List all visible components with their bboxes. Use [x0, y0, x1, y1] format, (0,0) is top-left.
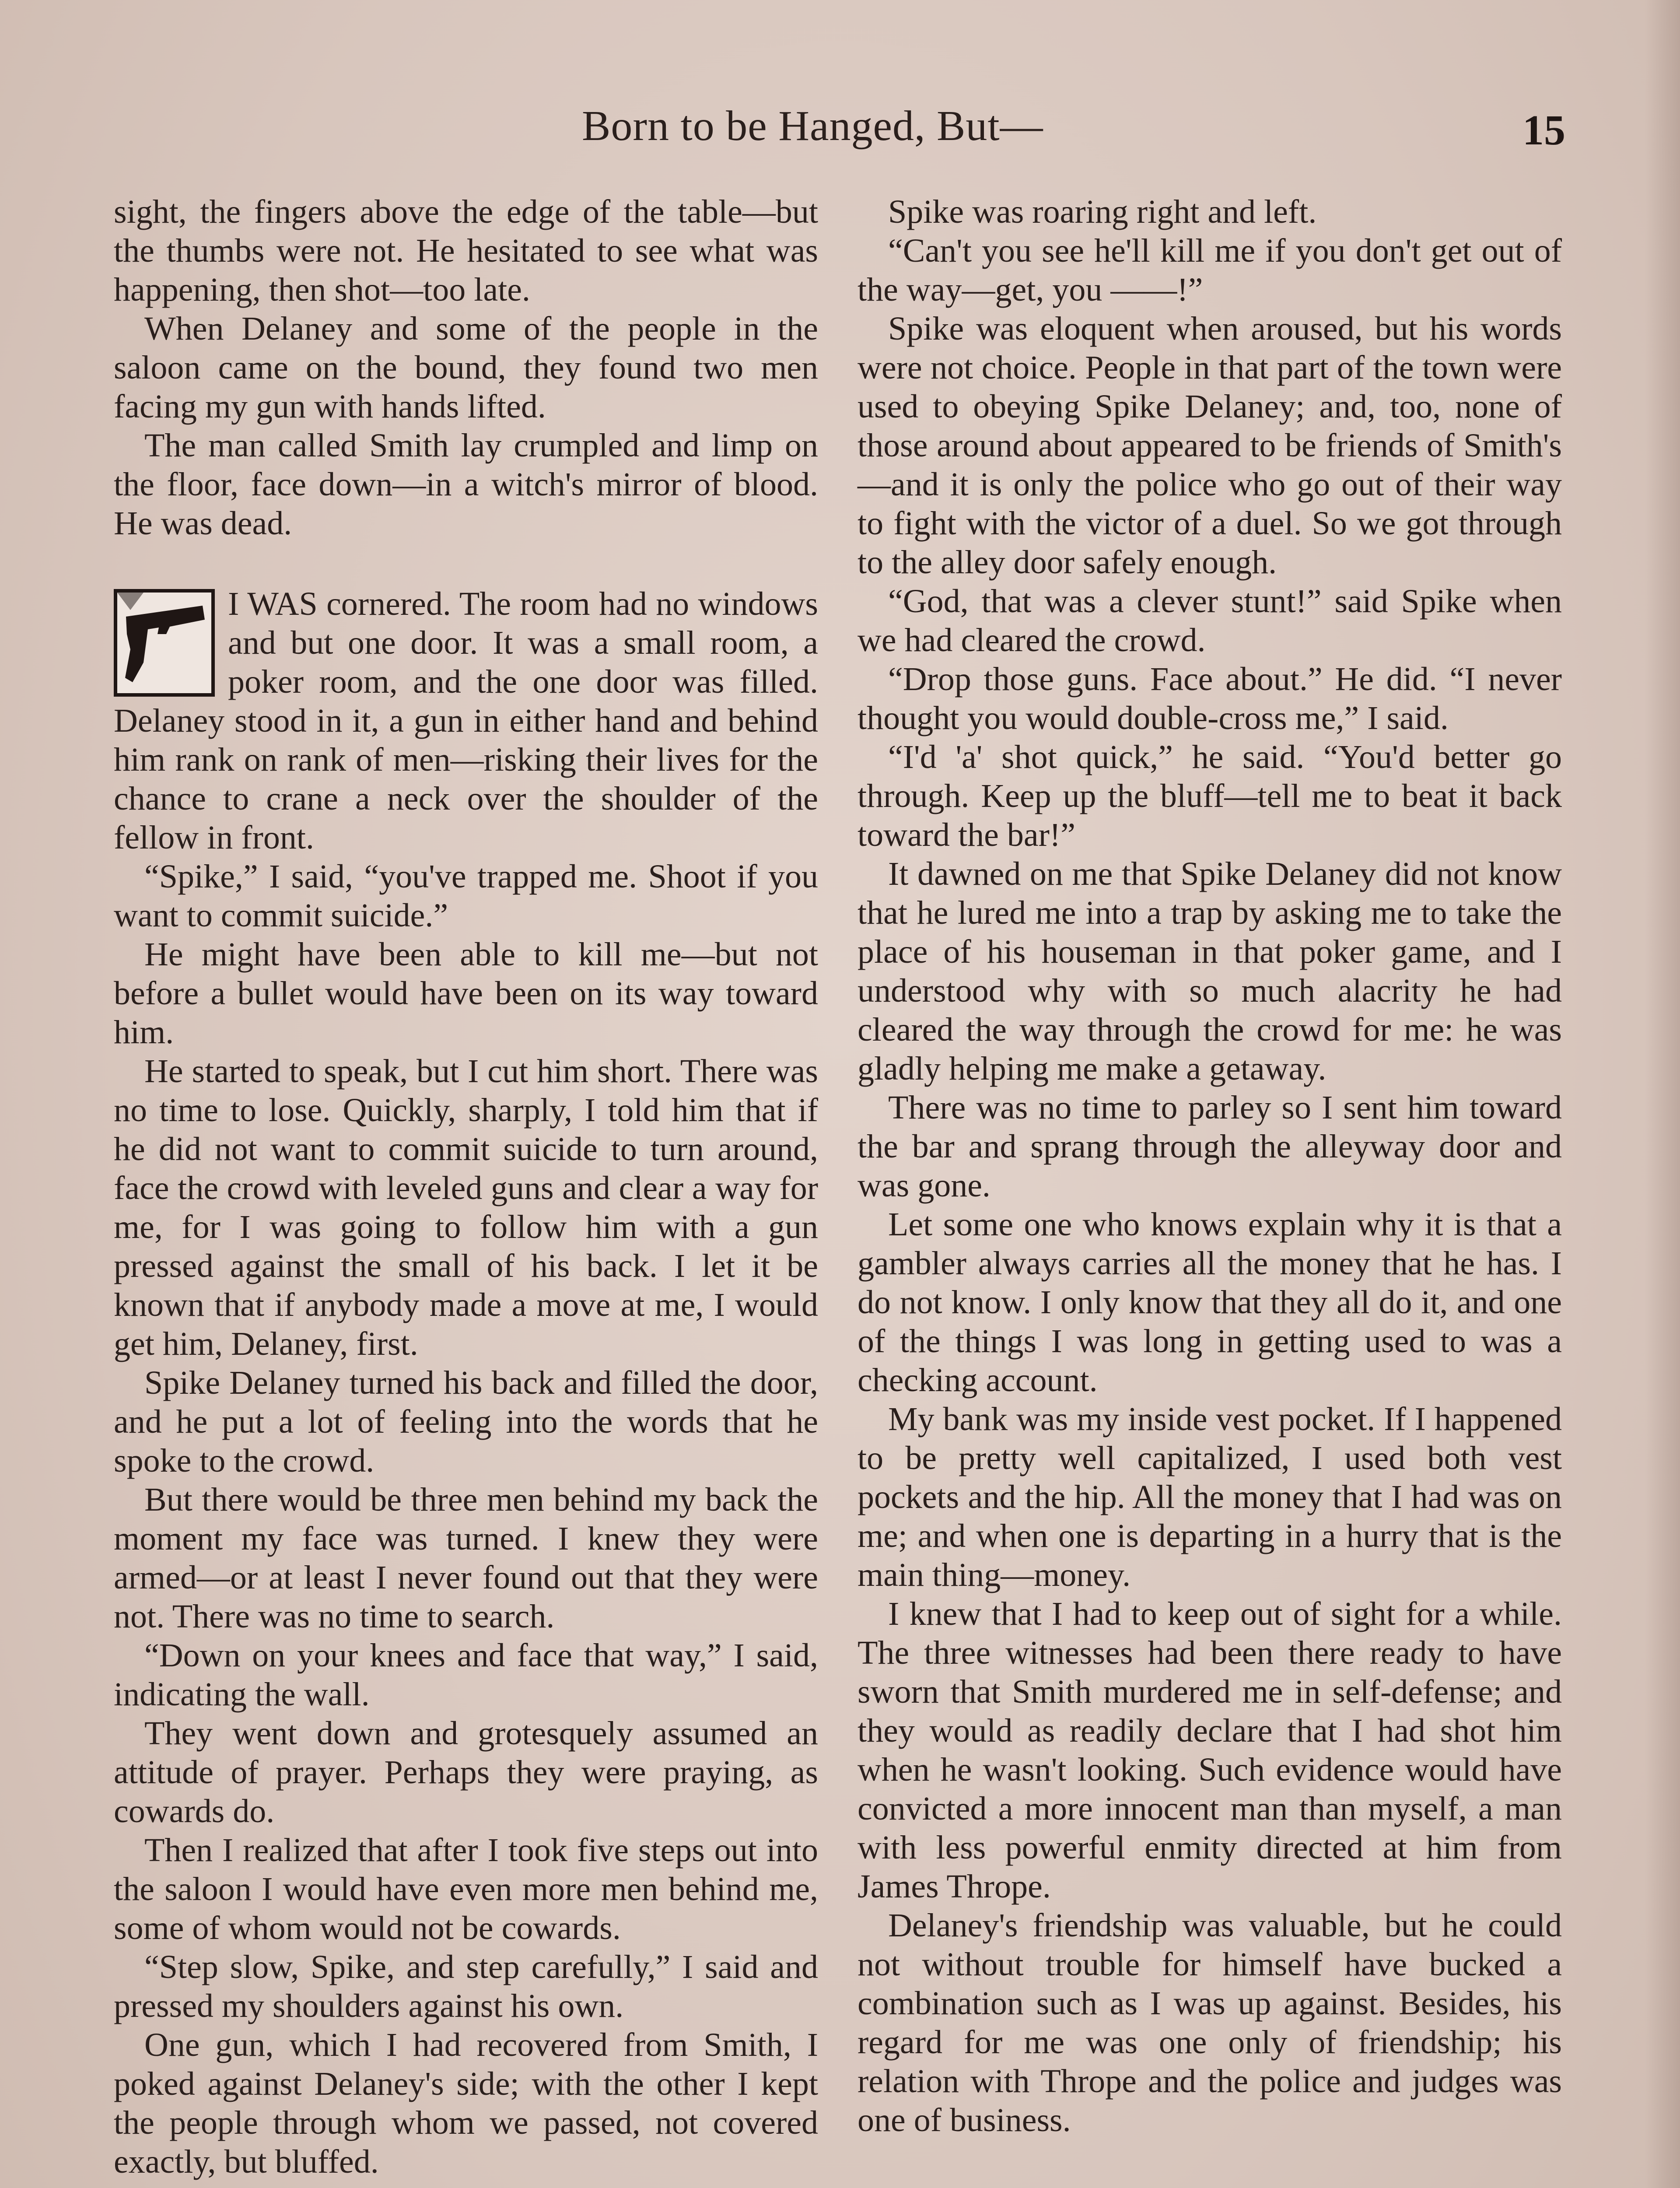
paragraph: It dawned on me that Spike Delaney did not know that he lured me into a trap by asking me to take the place of his houseman in that poker game, and I understood why with so much alacrity he had cleared the way through the crowd for me: he was gladly helping me make a getaway. — [858, 856, 1562, 1087]
page-number: 15 — [1522, 107, 1565, 154]
paragraph: When Delaney and some of the people in the saloon came on the bound, they found two men facing my gun with hands lifted. — [114, 310, 818, 425]
paragraph: He started to speak, but I cut him short. There was no time to lose. Quickly, sharply, I told him that if he did not want to commit suicide to turn around, face the crowd with leveled guns and clear a way for me, for I was going to follow him with a gun pressed against the small of his back. I let it be known that if anybody made a move at me, I would get him, Delaney, first. — [114, 1053, 818, 1362]
binding-shadow — [1645, 0, 1680, 2188]
paragraph: Spike was eloquent when aroused, but his words were not choice. People in that part of the town were used to obeying Spike Delaney; and, too, none of those around about appeared to be friends of Smith's—and it is only the police who go out of their way to fight with the victor of a duel. So we got through to the alley door safely enough. — [858, 310, 1562, 581]
paragraph: “God, that was a clever stunt!” said Spike when we had cleared the crowd. — [858, 583, 1562, 659]
paragraph: “I'd 'a' shot quick,” he said. “You'd better go through. Keep up the bluff—tell me to beat it back toward the bar!” — [858, 739, 1562, 853]
paragraph: “Step slow, Spike, and step carefully,” I said and pressed my shoulders against his own. — [114, 1949, 818, 2024]
paragraph: “Can't you see he'll kill me if you don't get out of the way—get, you ——!” — [858, 232, 1562, 308]
section-break — [114, 543, 818, 585]
revolver-icon — [114, 589, 215, 697]
paragraph-dropcap: I WAS cornered. The room had no windows and but one door. It was a small room, a poker room, and the one door was filled. Delaney stood in it, a gun in either hand and behind him rank on rank of men—risking their lives for the chance to crane a neck over the shoulder of the fellow in front. — [114, 586, 818, 856]
paragraph: But there would be three men behind my back the moment my face was turned. I knew they were armed—or at least I never found out that they were not. There was no time to search. — [114, 1481, 818, 1635]
paragraph: One gun, which I had recovered from Smith, I poked against Delaney's side; with the other I kept the people through whom we passed, not covered exactly, but bluffed. — [114, 2027, 818, 2180]
paragraph: They went down and grotesquely assumed an attitude of prayer. Perhaps they were praying, as cowards do. — [114, 1715, 818, 1830]
paragraph: sight, the fingers above the edge of the table—but the thumbs were not. He hesitated to see what was happening, then shot—too late. — [114, 193, 818, 308]
paragraph: Spike Delaney turned his back and filled the door, and he put a lot of feeling into the words that he spoke to the crowd. — [114, 1364, 818, 1479]
paragraph: The man called Smith lay crumpled and limp on the floor, face down—in a witch's mirror of blood. He was dead. — [114, 427, 818, 542]
paragraph: Then I realized that after I took five steps out into the saloon I would have even more men behind me, some of whom would not be cowards. — [114, 1832, 818, 1946]
paragraph: “Spike,” I said, “you've trapped me. Shoot if you want to commit suicide.” — [114, 858, 818, 934]
running-title: Born to be Hanged, But— — [582, 102, 1043, 150]
left-column — [114, 193, 818, 2181]
paragraph: Spike was roaring right and left. — [888, 193, 1317, 230]
paragraph: Delaney's friendship was valuable, but he could not without trouble for himself have bucked a combination such as I was up against. Besides, his regard for me was one only of friendship; his relation with Thrope and the police and judges was one of business. — [858, 1907, 1562, 2139]
paragraph: “Down on your knees and face that way,” I said, indicating the wall. — [114, 1637, 818, 1713]
paragraph: There was no time to parley so I sent him toward the bar and sprang through the alleyway door and was gone. — [858, 1089, 1562, 1204]
paragraph: My bank was my inside vest pocket. If I happened to be pretty well capitalized, I used both vest pockets and the hip. All the money that I had was on me; and when one is departing in a hurry that is the main thing—money. — [858, 1401, 1562, 1593]
paragraph: “Drop those guns. Face about.” He did. “I never thought you would double-cross me,” I said. — [858, 661, 1562, 736]
paragraph: I knew that I had to keep out of sight for a while. The three witnesses had been there ready to have sworn that Smith murdered me in self-defense; and they would as readily declare that I had shot him when he wasn't looking. Such evidence would have convicted a more innocent man than myself, a man with less powerful enmity directed at him from James Thrope. — [858, 1595, 1562, 1905]
paragraph: Let some one who knows explain why it is that a gambler always carries all the money that he has. I do not know. I only know that they all do it, and one of the things I was long in getting used to was a checking account. — [858, 1206, 1562, 1399]
right-column — [858, 193, 1562, 2140]
page-header — [0, 102, 1680, 158]
paragraph: He might have been able to kill me—but not before a bullet would have been on its way toward him. — [114, 936, 818, 1051]
